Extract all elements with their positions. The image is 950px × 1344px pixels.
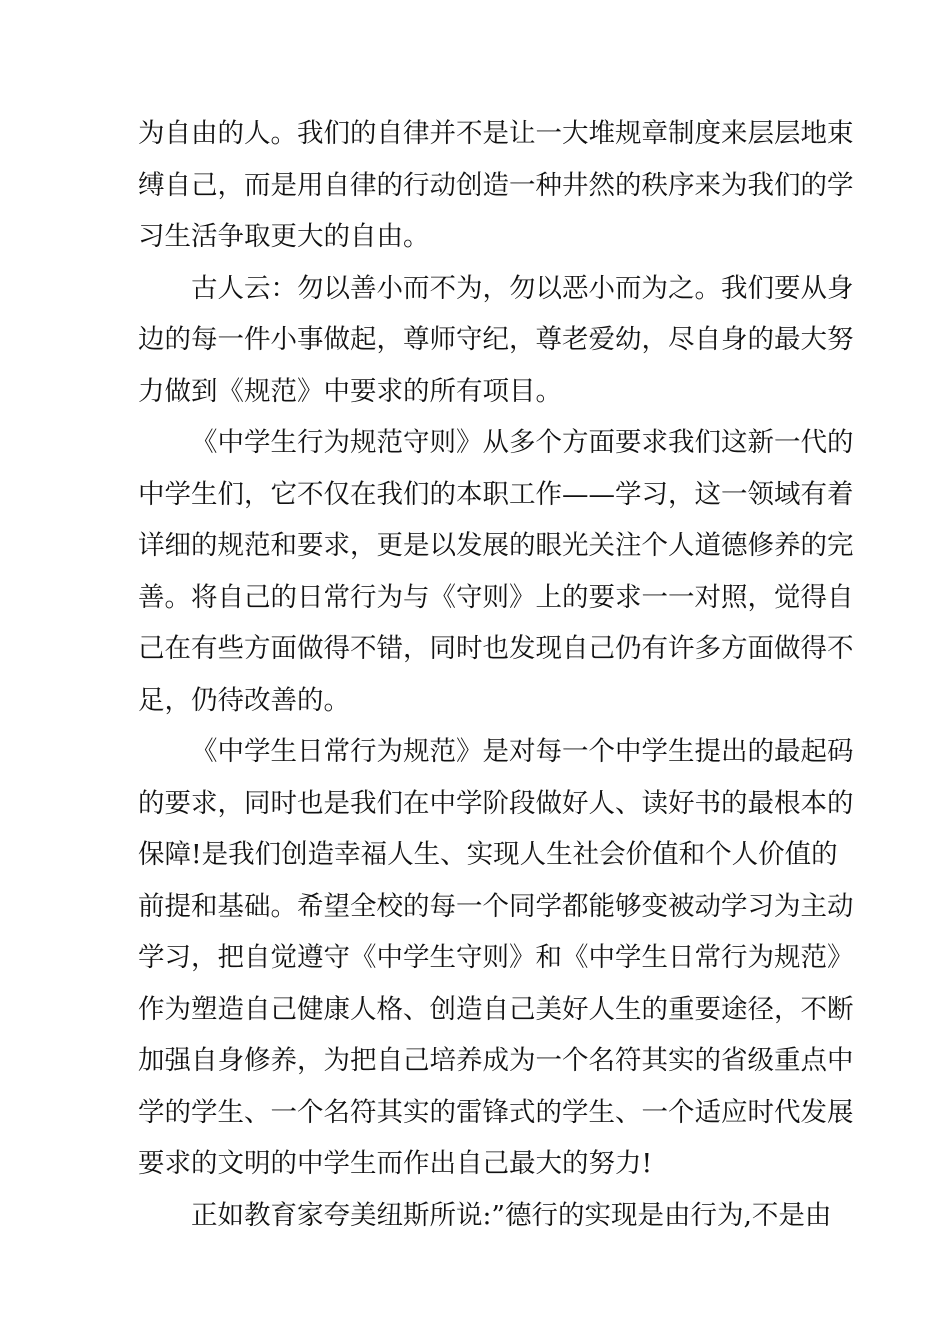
- text-line: 保障!是我们创造幸福人生、实现人生社会价值和个人价值的: [138, 839, 838, 870]
- paragraph-first-line: 《中学生日常行为规范》是对每一个中学生提出的最起码: [191, 736, 854, 767]
- text-line: 足，仍待改善的。: [138, 684, 350, 716]
- paragraph-first-line: 古人云：勿以善小而不为，勿以恶小而为之。我们要从身: [191, 272, 854, 304]
- text-line: 习生活争取更大的自由。: [138, 221, 430, 252]
- text-line: 学的学生、一个名符其实的雷锋式的学生、一个适应时代发展: [138, 1096, 854, 1128]
- text-line: 己在有些方面做得不错，同时也发现自己仍有许多方面做得不: [138, 633, 854, 664]
- text-line: 边的每一件小事做起，尊师守纪，尊老爱幼，尽自身的最大努: [138, 324, 854, 355]
- text-line: 学习，把自觉遵守《中学生守则》和《中学生日常行为规范》: [138, 942, 854, 973]
- text-line: 加强自身修养，为把自己培养成为一个名符其实的省级重点中: [138, 1045, 854, 1076]
- text-line: 要求的文明的中学生而作出自己最大的努力!: [138, 1148, 653, 1179]
- text-line: 的要求，同时也是我们在中学阶段做好人、读好书的最根本的: [138, 787, 854, 819]
- text-line: 中学生们，它不仅在我们的本职工作——学习，这一领域有着: [138, 478, 854, 510]
- body-text: [138, 108, 854, 1241]
- text-line: 为自由的人。我们的自律并不是让一大堆规章制度来层层地束: [138, 118, 854, 149]
- paragraph-first-line: 正如教育家夸美纽斯所说:”德行的实现是由行为,不是由: [191, 1199, 832, 1231]
- text-line: 前提和基础。希望全校的每一个同学都能够变被动学习为主动: [138, 890, 854, 922]
- text-line: 作为塑造自己健康人格、创造自己美好人生的重要途径，不断: [138, 993, 854, 1025]
- text-line: 详细的规范和要求，更是以发展的眼光关注个人道德修养的完: [138, 530, 854, 561]
- paragraph-first-line: 《中学生行为规范守则》从多个方面要求我们这新一代的: [191, 427, 854, 458]
- text-line: 力做到《规范》中要求的所有项目。: [138, 375, 562, 407]
- text-line: 善。将自己的日常行为与《守则》上的要求一一对照，觉得自: [138, 581, 854, 613]
- text-line: 缚自己，而是用自律的行动创造一种井然的秩序来为我们的学: [138, 169, 854, 201]
